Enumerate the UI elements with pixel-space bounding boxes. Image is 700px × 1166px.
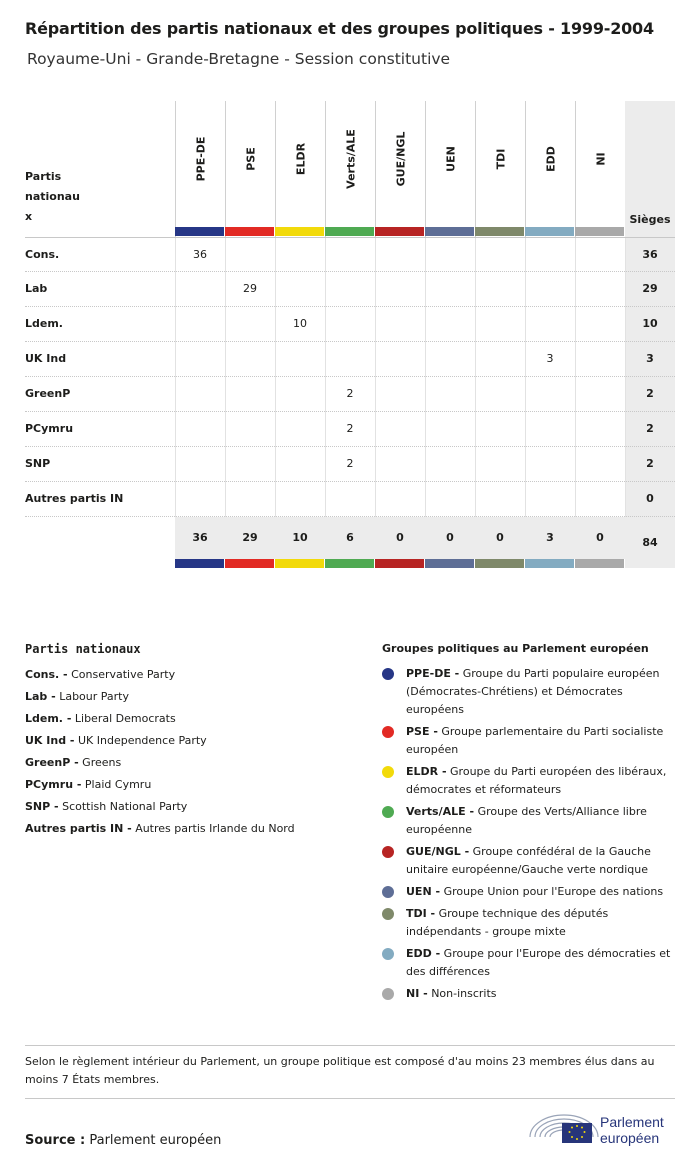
group-color-bar	[525, 227, 574, 236]
party-label: Cons.	[25, 248, 60, 261]
group-color-dot-icon	[382, 988, 394, 1000]
party-name: Plaid Cymru	[84, 778, 152, 791]
divider	[25, 1045, 675, 1046]
group-color-bar	[425, 559, 474, 568]
party-label: Autres partis IN	[25, 492, 124, 505]
parliament-logo-text: Parlement européen	[600, 1114, 664, 1146]
national-legend-item	[25, 686, 355, 708]
group-color-bar	[375, 227, 424, 236]
group-column-header	[475, 101, 525, 237]
party-total: 36	[642, 248, 658, 261]
group-legend-item	[382, 905, 677, 941]
seat-cell: 36	[193, 248, 207, 261]
seat-cell: 29	[243, 282, 257, 295]
group-legend-item	[382, 763, 677, 799]
group-total: 3	[546, 531, 554, 544]
group-color-dot-icon	[382, 948, 394, 960]
group-color-dot-icon	[382, 766, 394, 778]
group-name: Groupe des Verts/Alliance libre européenne	[406, 805, 647, 836]
group-header-label: UEN	[444, 146, 458, 172]
group-abbr: ELDR -	[406, 765, 447, 778]
party-label: Lab	[25, 282, 48, 295]
party-name: Greens	[82, 756, 122, 769]
table-row	[25, 377, 675, 412]
group-color-bar	[275, 559, 324, 568]
groups-legend-title: Groupes politiques au Parlement européen	[382, 642, 649, 655]
group-color-bar	[225, 227, 274, 236]
group-abbr: PPE-DE -	[406, 667, 460, 680]
party-total: 2	[646, 422, 654, 435]
group-header-label: TDI	[494, 148, 508, 170]
group-legend-item	[382, 985, 677, 1003]
party-abbr: SNP -	[25, 800, 59, 813]
group-name: Groupe du Parti populaire européen (Démocrates-Chrétiens) et Démocrates européens	[406, 667, 660, 716]
party-label: GreenP	[25, 387, 71, 400]
group-column-header	[275, 101, 325, 237]
seat-cell: 2	[346, 422, 354, 435]
group-total: 10	[292, 531, 308, 544]
group-color-bar	[375, 559, 424, 568]
party-name: Labour Party	[59, 690, 130, 703]
table-row	[25, 482, 675, 517]
party-abbr: UK Ind -	[25, 734, 75, 747]
group-legend-item	[382, 843, 677, 879]
party-abbr: Autres partis IN -	[25, 822, 132, 835]
party-name: UK Independence Party	[77, 734, 207, 747]
national-legend-title: Partis nationaux	[25, 642, 141, 656]
group-legend-item	[382, 665, 677, 719]
source-value: Parlement européen	[89, 1133, 222, 1148]
group-name: Non-inscrits	[431, 987, 497, 1000]
party-label: UK Ind	[25, 352, 67, 365]
party-label: PCymru	[25, 422, 74, 435]
table-row	[25, 412, 675, 447]
national-legend-item	[25, 708, 355, 730]
national-legend-item	[25, 752, 355, 774]
group-total: 0	[596, 531, 604, 544]
table-row	[25, 342, 675, 377]
group-color-bar	[525, 559, 574, 568]
group-name: Groupe parlementaire du Parti socialiste européen	[406, 725, 664, 756]
political-groups-legend	[382, 642, 677, 1007]
group-color-bar	[325, 227, 374, 236]
group-column-header	[425, 101, 475, 237]
group-header-label: ELDR	[294, 142, 308, 176]
grand-total: 84	[642, 536, 658, 549]
seat-cell: 3	[546, 352, 554, 365]
group-name: Groupe confédéral de la Gauche unitaire européenne/Gauche verte nordique	[406, 845, 651, 876]
group-color-dot-icon	[382, 886, 394, 898]
group-color-dot-icon	[382, 846, 394, 858]
party-name: Scottish National Party	[62, 800, 188, 813]
group-color-bar	[325, 559, 374, 568]
group-color-bar	[575, 559, 624, 568]
group-total: 6	[346, 531, 354, 544]
group-color-bar	[175, 227, 224, 236]
party-label: Ldem.	[25, 317, 63, 330]
page-subtitle: Royaume-Uni - Grande-Bretagne - Session constitutive	[27, 50, 451, 68]
group-color-bar	[575, 227, 624, 236]
page-title: Répartition des partis nationaux et des groupes politiques - 1999-2004	[25, 19, 654, 38]
group-name: Groupe pour l'Europe des démocraties et des différences	[406, 947, 671, 978]
group-column-header	[575, 101, 625, 237]
table-row	[25, 307, 675, 342]
group-column-header	[375, 101, 425, 237]
party-abbr: GreenP -	[25, 756, 79, 769]
group-color-bar	[175, 559, 224, 568]
party-abbr: Ldem. -	[25, 712, 72, 725]
group-abbr: EDD -	[406, 947, 441, 960]
group-total: 0	[446, 531, 454, 544]
national-parties-header: Partis nationau x	[25, 170, 80, 223]
rules-note: Selon le règlement intérieur du Parlement, un groupe politique est composé d'au moins 23 membres élus dans au moins 7 États membres.	[25, 1055, 655, 1086]
party-abbr: Cons. -	[25, 668, 68, 681]
seat-cell: 2	[346, 457, 354, 470]
national-legend-item	[25, 796, 355, 818]
national-legend-item	[25, 774, 355, 796]
group-abbr: PSE -	[406, 725, 438, 738]
group-color-bar	[475, 559, 524, 568]
group-legend-item	[382, 945, 677, 981]
table-row	[25, 272, 675, 307]
group-total: 0	[496, 531, 504, 544]
group-name: Groupe Union pour l'Europe des nations	[443, 885, 664, 898]
group-abbr: Verts/ALE -	[406, 805, 475, 818]
party-total: 10	[642, 317, 658, 330]
group-column-header	[225, 101, 275, 237]
group-abbr: NI -	[406, 987, 428, 1000]
party-total: 29	[642, 282, 658, 295]
party-abbr: Lab -	[25, 690, 56, 703]
group-column-header	[525, 101, 575, 237]
group-abbr: UEN -	[406, 885, 441, 898]
table-row	[25, 447, 675, 482]
group-header-label: PSE	[244, 147, 258, 171]
group-color-dot-icon	[382, 908, 394, 920]
group-color-bar	[225, 559, 274, 568]
party-label: SNP	[25, 457, 51, 470]
group-color-dot-icon	[382, 726, 394, 738]
group-legend-item	[382, 723, 677, 759]
national-legend-item	[25, 730, 355, 752]
source-line	[25, 1133, 221, 1148]
group-abbr: GUE/NGL -	[406, 845, 470, 858]
group-name: Groupe technique des députés indépendants - groupe mixte	[406, 907, 609, 938]
national-parties-legend	[25, 642, 355, 840]
group-total: 29	[242, 531, 258, 544]
group-name: Groupe du Parti européen des libéraux, démocrates et réformateurs	[406, 765, 667, 796]
party-name: Autres partis Irlande du Nord	[135, 822, 295, 835]
group-header-label: NI	[594, 152, 608, 166]
group-legend-item	[382, 883, 677, 901]
national-legend-item	[25, 664, 355, 686]
group-color-bar	[425, 227, 474, 236]
group-header-label: Verts/ALE	[344, 129, 358, 189]
table-row	[25, 237, 675, 272]
party-total: 2	[646, 387, 654, 400]
group-header-label: PPE-DE	[194, 136, 208, 182]
seat-distribution-table	[25, 101, 675, 568]
seat-cell: 2	[346, 387, 354, 400]
seat-cell: 10	[293, 317, 307, 330]
party-total: 2	[646, 457, 654, 470]
party-total: 0	[646, 492, 654, 505]
group-column-header	[325, 101, 375, 237]
group-color-bar	[475, 227, 524, 236]
group-abbr: TDI -	[406, 907, 436, 920]
national-legend-item	[25, 818, 355, 840]
group-header-label: GUE/NGL	[394, 131, 408, 187]
group-color-dot-icon	[382, 668, 394, 680]
group-total: 36	[192, 531, 208, 544]
party-name: Conservative Party	[71, 668, 176, 681]
group-total: 0	[396, 531, 404, 544]
group-color-dot-icon	[382, 806, 394, 818]
party-abbr: PCymru -	[25, 778, 82, 791]
party-name: Liberal Democrats	[74, 712, 176, 725]
source-label: Source :	[25, 1133, 86, 1148]
party-total: 3	[646, 352, 654, 365]
divider	[25, 1098, 675, 1099]
seats-header: Sièges	[629, 213, 671, 226]
group-color-bar	[275, 227, 324, 236]
group-column-header	[175, 101, 225, 237]
group-header-label: EDD	[544, 146, 558, 172]
group-legend-item	[382, 803, 677, 839]
